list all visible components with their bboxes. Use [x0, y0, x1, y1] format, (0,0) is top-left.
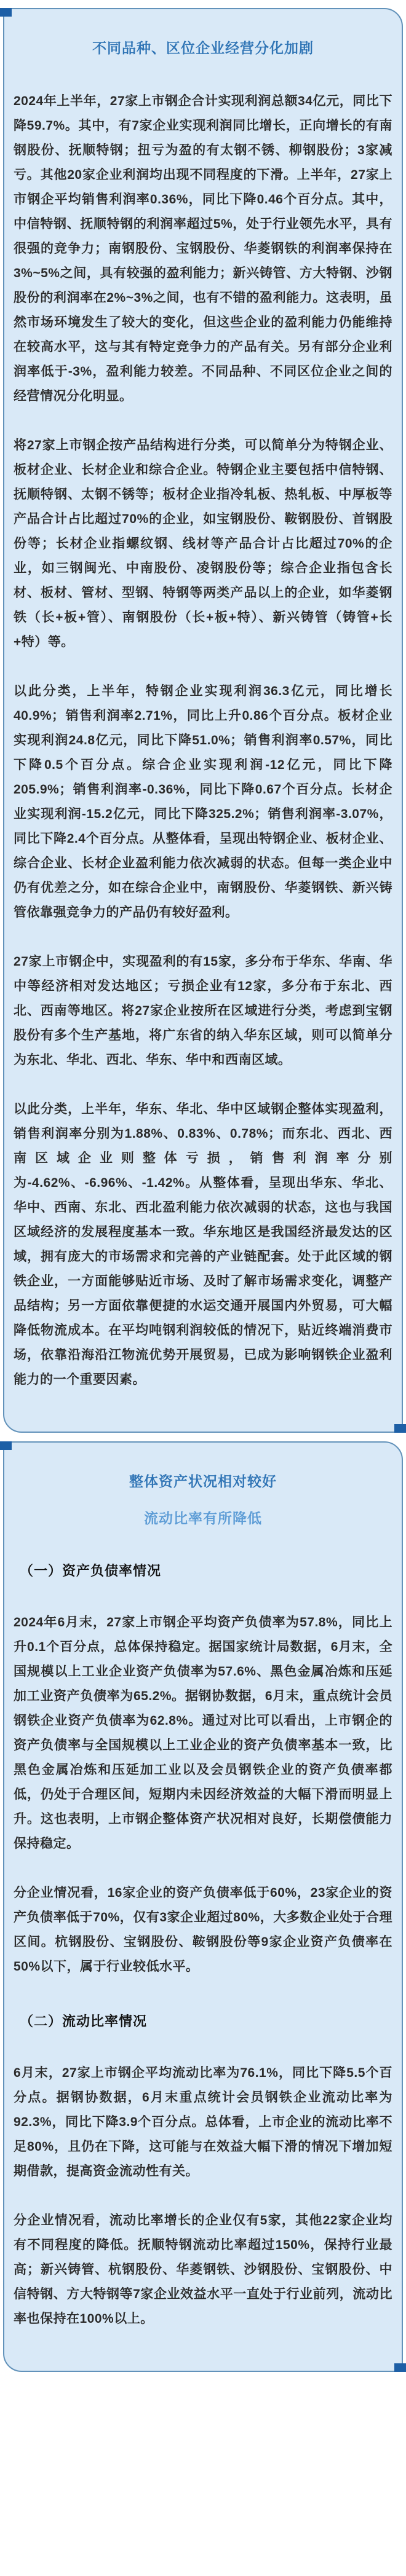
- corner-accent-icon: [0, 1441, 12, 1450]
- corner-accent-icon: [0, 8, 12, 17]
- card-asset-status: [3, 1441, 403, 2372]
- card-subtitle: 流动比率有所降低: [144, 1510, 262, 1526]
- paragraph: 27家上市钢企中，实现盈利的有15家，多分布于华东、华南、华中等经济相对发达地区；亏损企业有12家，多分布于东北、西北、西南等地区。将27家企业按所在区域进行分类，考虑到宝钢股份有多个生产基地，将广东省的纳入华东区域，则可以简单分为东北、华北、西北、华东、华中和西南区域。: [14, 955, 392, 1067]
- card-title: 整体资产状况相对较好: [129, 1473, 277, 1489]
- paragraph: 分企业情况看，16家企业的资产负债率低于60%，23家企业的资产负债率低于70%，仅有3家企业超过80%，大多数企业处于合理区间。杭钢股份、宝钢股份、鞍钢股份等9家企业资产负债率在50%以下，属于行业较低水平。: [14, 1886, 392, 1974]
- card-operating-divergence: [3, 8, 403, 1433]
- paragraph: 将27家上市钢企按产品结构进行分类，可以简单分为特钢企业、板材企业、长材企业和综合企业。特钢企业主要包括中信特钢、抚顺特钢、太钢不锈等；板材企业指冷轧板、热轧板、中厚板等产品合计占比超过70%的企业，如宝钢股份、鞍钢股份、首钢股份等；长材企业指螺纹钢、线材等产品合计占比超过70%的企业，如三钢闽光、中南股份、凌钢股份等；综合企业指包含长材、板材、管材、型钢、特钢等两类产品以上的企业，如华菱钢铁（长+板+管）、南钢股份（长+板+特）、新兴铸管（铸管+长+特）等。: [14, 438, 392, 649]
- paragraph: 分企业情况看，流动比率增长的企业仅有5家，其他22家企业均有不同程度的降低。抚顺特钢流动比率超过150%，保持行业最高；新兴铸管、杭钢股份、华菱钢铁、沙钢股份、宝钢股份、中信特钢、方大特钢等7家企业效益水平一直处于行业前列，流动比率也保持在100%以上。: [14, 2213, 392, 2326]
- paragraph: 2024年6月末，27家上市钢企平均资产负债率为57.8%，同比上升0.1个百分点，总体保持稳定。据国家统计局数据，6月末，全国规模以上工业企业资产负债率为57.6%、黑色金属冶炼和压延加工业资产负债率为65.2%。据钢协数据，6月末，重点统计会员钢铁企业资产负债率为62.8%。通过对比可以看出，上市钢企的资产负债率与全国规模以上工业企业的资产负债率基本一致，比黑色金属冶炼和压延加工业以及会员钢铁企业的资产负债率都低，仍处于合理区间，短期内未因经济效益的大幅下滑而明显上升。这也表明，上市钢企整体资产状况相对良好，长期偿债能力保持稳定。: [14, 1615, 392, 1851]
- paragraph: 以此分类，上半年，特钢企业实现利润36.3亿元，同比增长40.9%；销售利润率2.71%，同比上升0.86个百分点。板材企业实现利润24.8亿元，同比下降51.0%；销售利润率0.57%，同比下降0.5个百分点。综合企业实现利润-12亿元，同比下降205.9%；销售利润率-0.36%，同比下降0.67个百分点。长材企业实现利润-15.2亿元，同比下降325.2%；销售利润率-3.07%，同比下降2.4个百分点。从整体看，呈现出特钢企业、板材企业、综合企业、长材企业盈利能力依次减弱的状态。但每一类企业中仍有优差之分，如在综合企业中，南钢股份、华菱钢铁、新兴铸管依靠强竞争力的产品仍有较好盈利。: [14, 684, 392, 920]
- paragraph: 6月末，27家上市钢企平均流动比率为76.1%，同比下降5.5个百分点。据钢协数据，6月末重点统计会员钢铁企业流动比率为92.3%，同比下降3.9个百分点。总体看，上市企业的流动比率不足80%，且仍在下降，这可能与在效益大幅下滑的情况下增加短期借款，提高资金流动性有关。: [14, 2066, 392, 2178]
- corner-accent-icon: [394, 2363, 406, 2372]
- section-heading-debt-ratio: （一）资产负债率情况: [20, 1563, 162, 1578]
- corner-accent-icon: [394, 1424, 406, 1433]
- card-title: 不同品种、区位企业经营分化加剧: [92, 40, 314, 56]
- paragraph: 以此分类，上半年，华东、华北、华中区域钢企整体实现盈利，销售利润率分别为1.88%、0.83%、0.78%；而东北、西北、西南区域企业则整体亏损，销售利润率分别为-4.62%、-6.96%、-1.42%。从整体看，呈现出华东、华北、华中、西南、东北、西北盈利能力依次减弱的状态，这也与我国区域经济的发展程度基本一致。华东地区是我国经济最发达的区域，拥有庞大的市场需求和完善的产业链配套。处于此区域的钢铁企业，一方面能够贴近市场、及时了解市场需求变化，调整产品结构；另一方面依靠便捷的水运交通开展国内外贸易，可大幅降低物流成本。在平均吨钢利润较低的情况下，贴近终端消费市场，依靠沿海沿江物流优势开展贸易，已成为影响钢铁企业盈利能力的一个重要因素。: [14, 1102, 392, 1387]
- section-heading-current-ratio: （二）流动比率情况: [20, 2014, 148, 2029]
- paragraph: 2024年上半年，27家上市钢企合计实现利润总额34亿元，同比下降59.7%。其中，有7家企业实现利润同比增长，正向增长的有南钢股份、抚顺特钢；扭亏为盈的有太钢不锈、柳钢股份；3家减亏。其他20家企业利润均出现不同程度的下滑。上半年，27家上市钢企平均销售利润率0.36%，同比下降0.46个百分点。其中，中信特钢、抚顺特钢的利润率超过5%，处于行业领先水平，具有很强的竞争力；南钢股份、宝钢股份、华菱钢铁的利润率保持在3%~5%之间，具有较强的盈利能力；新兴铸管、方大特钢、沙钢股份的利润率在2%~3%之间，也有不错的盈利能力。这表明，虽然市场环境发生了较大的变化，但这些企业的盈利能力仍能维持在较高水平，这与其有特定竞争力的产品有关。另有部分企业利润率低于-3%，盈利能力较差。不同品种、不同区位企业之间的经营情况分化明显。: [14, 94, 392, 403]
